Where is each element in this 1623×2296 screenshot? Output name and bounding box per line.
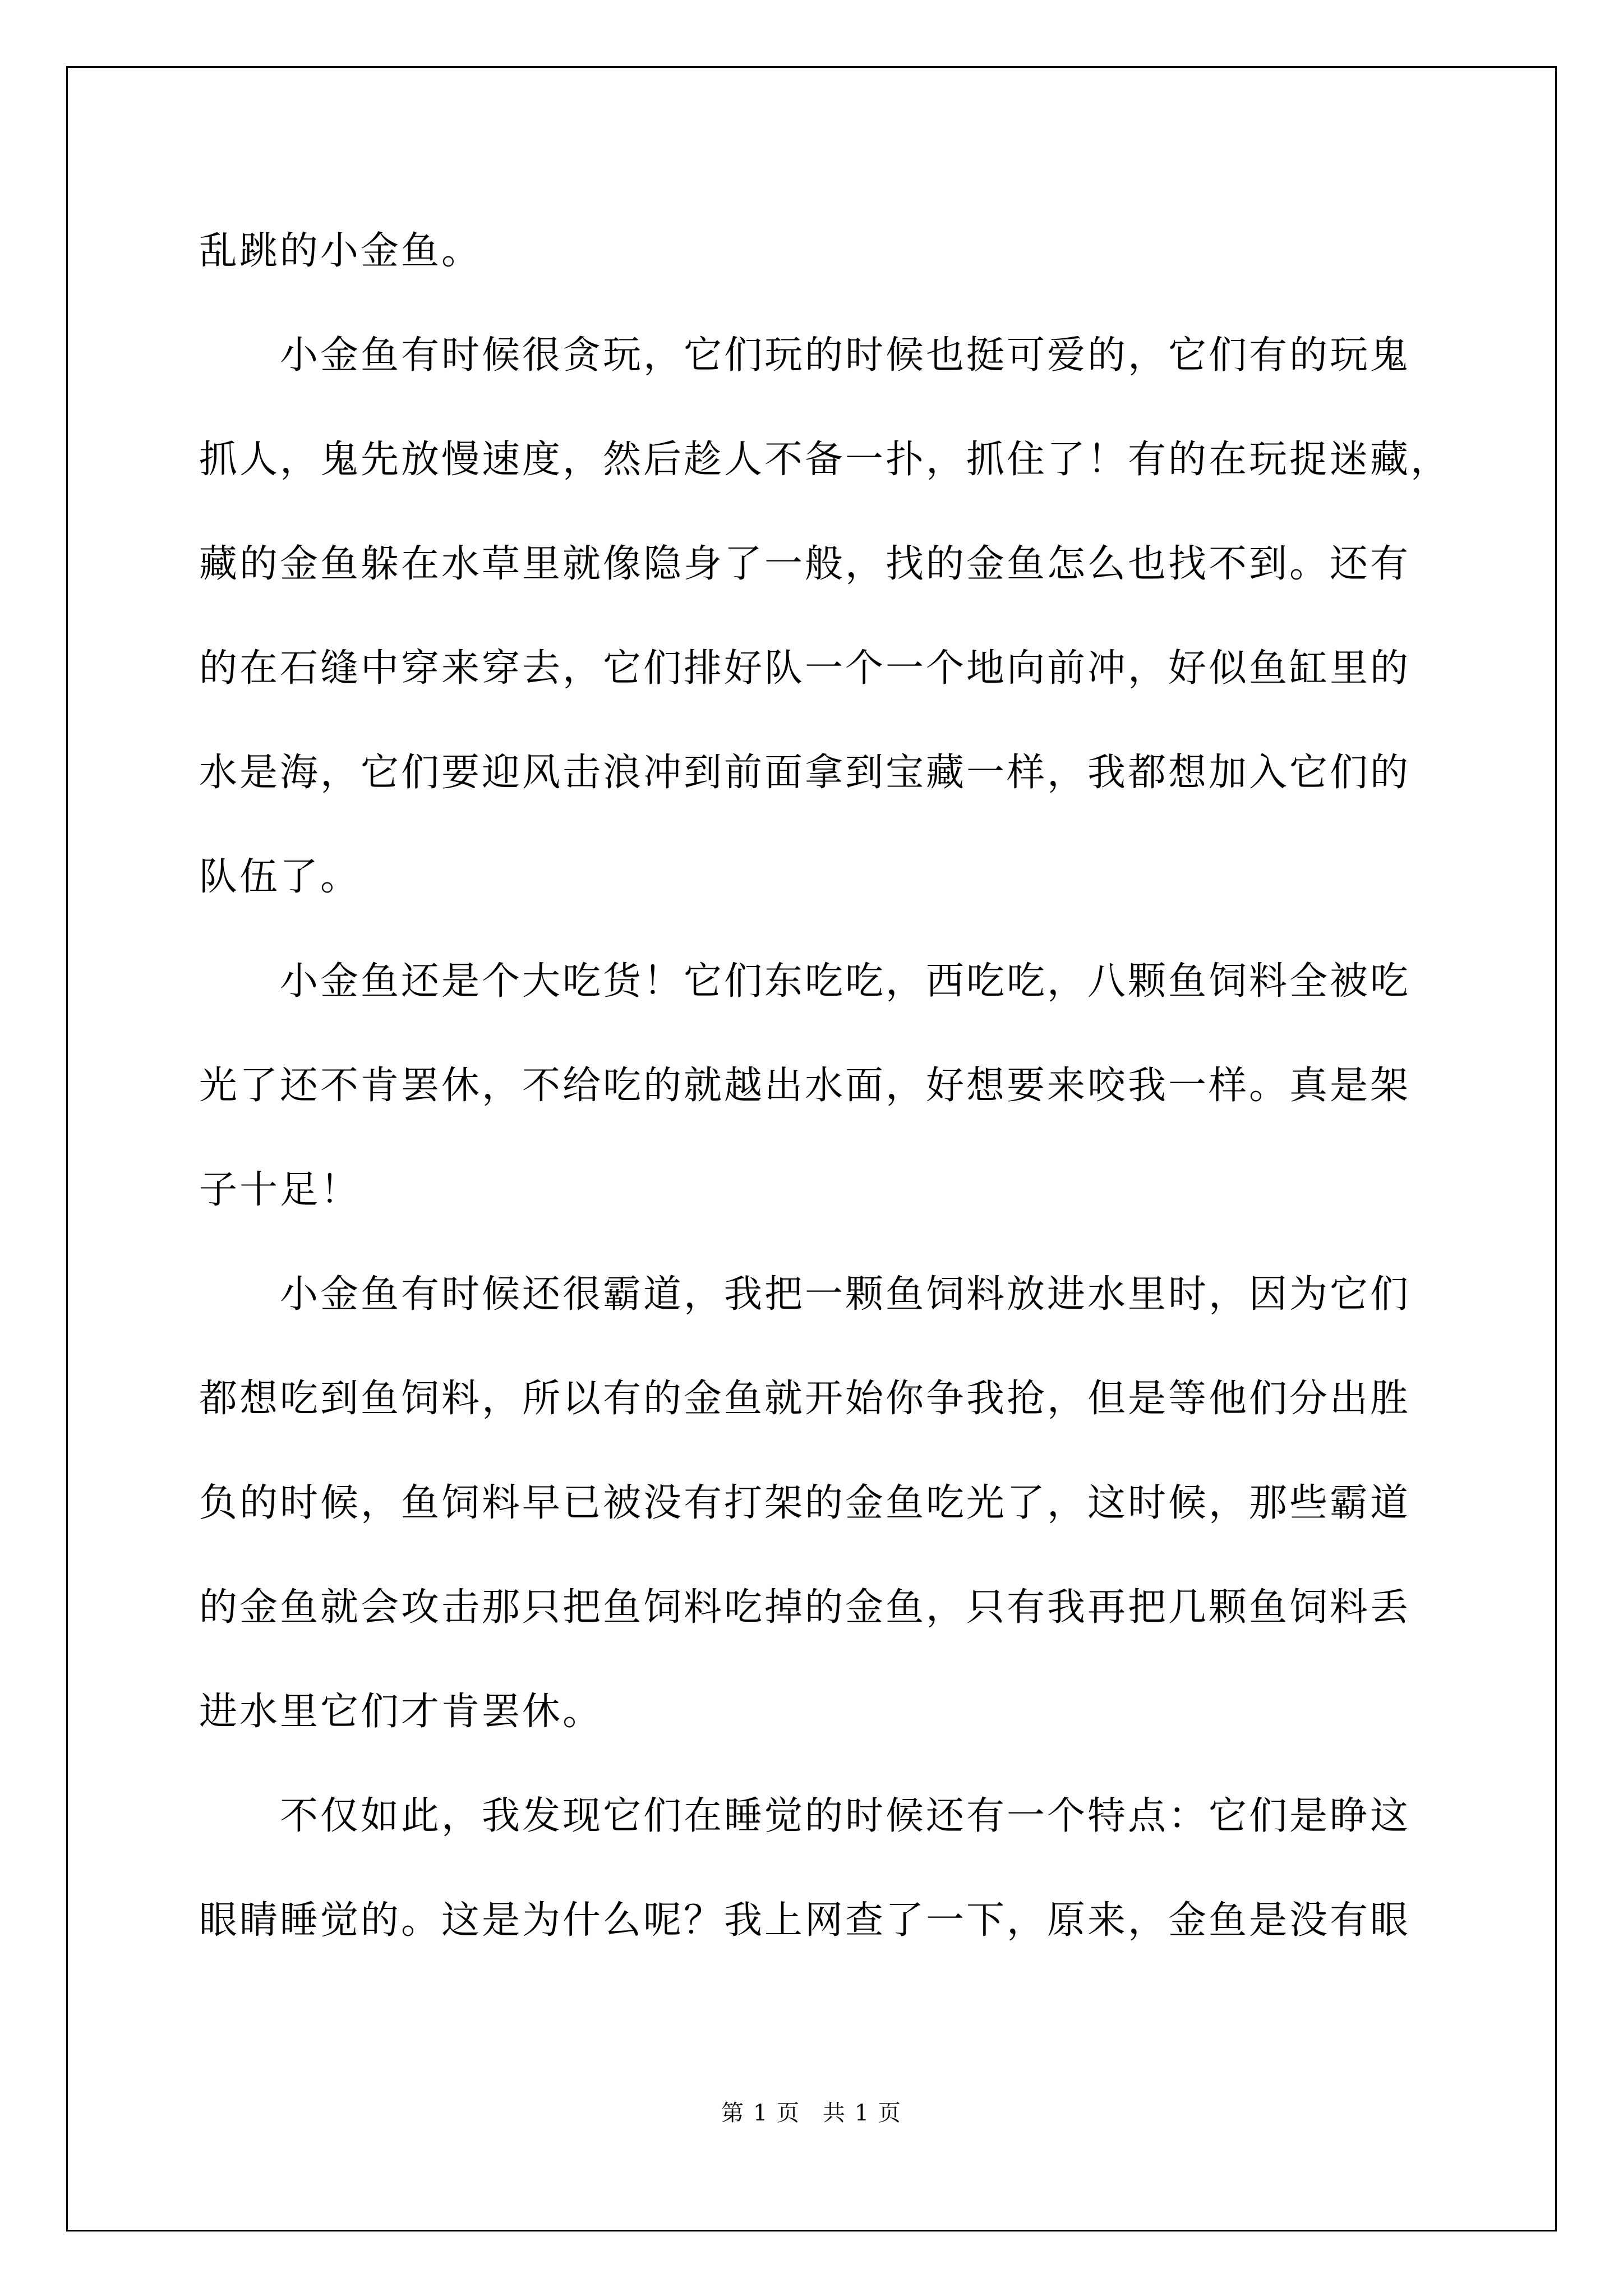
text-line: 子十足！	[199, 1168, 361, 1212]
text-line: 光了还不肯罢休，不给吃的就越出水面，好想要来咬我一样。真是架	[199, 1064, 1411, 1108]
text-line: 藏的金鱼躲在水草里就像隐身了一般，找的金鱼怎么也找不到。还有	[199, 542, 1411, 586]
text-line: 小金鱼还是个大吃货！它们东吃吃，西吃吃，八颗鱼饲料全被吃	[199, 959, 1411, 1004]
text-line: 不仅如此，我发现它们在睡觉的时候还有一个特点：它们是睁这	[199, 1794, 1411, 1838]
page-total: 共 1 页	[823, 2100, 902, 2126]
text-line: 负的时候，鱼饲料早已被没有打架的金鱼吃光了，这时候，那些霸道	[199, 1481, 1411, 1525]
text-line: 乱跳的小金鱼。	[199, 229, 482, 273]
text-line: 水是海，它们要迎风击浪冲到前面拿到宝藏一样，我都想加入它们的	[199, 751, 1411, 795]
text-line: 抓人，鬼先放慢速度，然后趁人不备一扑，抓住了！有的在玩捉迷藏，	[199, 438, 1451, 482]
text-line: 小金鱼有时候很贪玩，它们玩的时候也挺可爱的，它们有的玩鬼	[199, 333, 1411, 378]
text-line: 小金鱼有时候还很霸道，我把一颗鱼饲料放进水里时，因为它们	[199, 1272, 1411, 1317]
page-number: 第 1 页	[721, 2100, 800, 2126]
text-line: 都想吃到鱼饲料，所以有的金鱼就开始你争我抢，但是等他们分出胜	[199, 1377, 1411, 1421]
text-line: 进水里它们才肯罢休。	[199, 1690, 603, 1734]
text-line: 的金鱼就会攻击那只把鱼饲料吃掉的金鱼，只有我再把几颗鱼饲料丢	[199, 1585, 1411, 1630]
page-footer	[0, 2095, 1623, 2127]
text-line: 眼睛睡觉的。这是为什么呢？我上网查了一下，原来，金鱼是没有眼	[199, 1898, 1411, 1943]
body-text	[199, 199, 1461, 1973]
text-line: 队伍了。	[199, 855, 361, 899]
text-line: 的在石缝中穿来穿去，它们排好队一个一个地向前冲，好似鱼缸里的	[199, 646, 1411, 691]
